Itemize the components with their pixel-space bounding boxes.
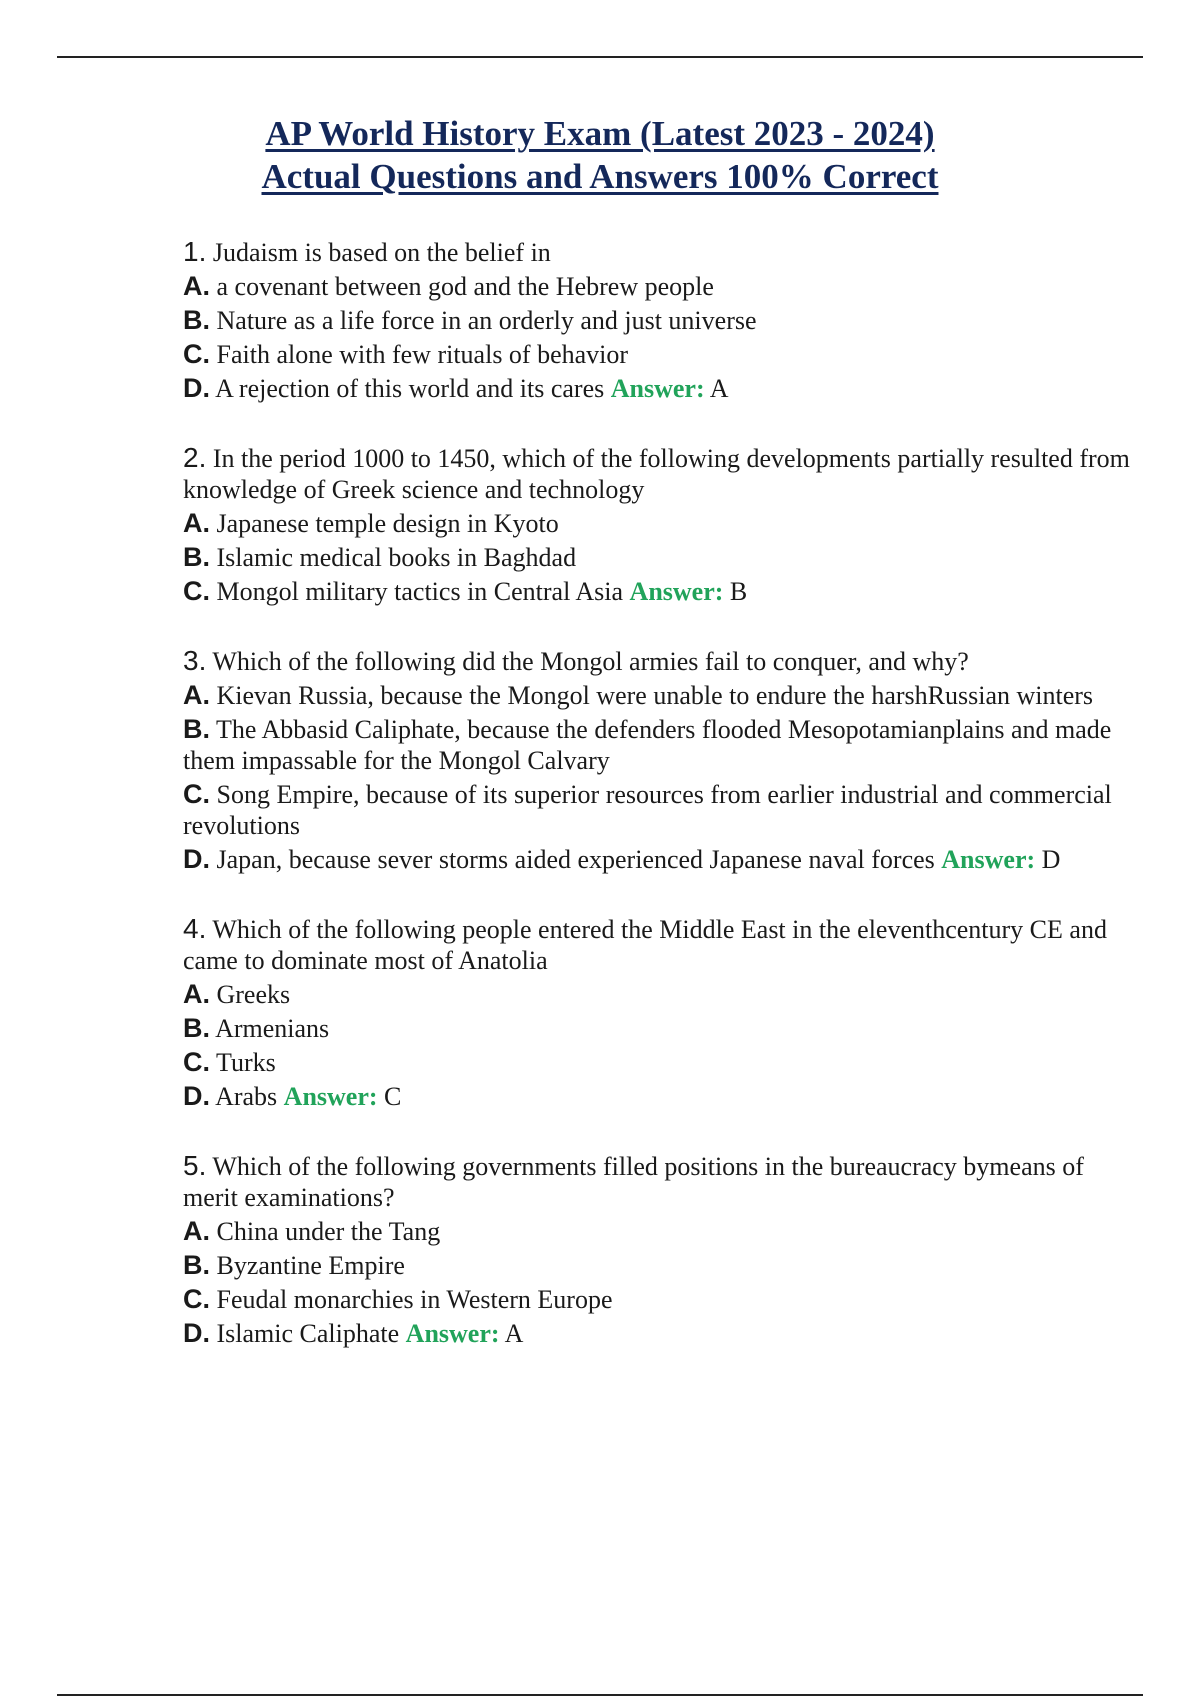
option	[183, 979, 1143, 1010]
option-text: Armenians	[215, 1014, 330, 1043]
question-text: In the period 1000 to 1450, which of the following developments partially resulted from knowledge of Greek science and technology	[183, 444, 1130, 504]
question-4	[183, 913, 1143, 1112]
option-text: Arabs	[215, 1082, 278, 1111]
question-number: 4.	[183, 913, 207, 944]
question-text: Judaism is based on the belief in	[212, 238, 551, 267]
question-stem	[183, 645, 1143, 677]
option-letter: A.	[183, 680, 210, 710]
question-text: Which of the following people entered the Middle East in the eleventhcentury CE and came to dominate most of Anatolia	[183, 915, 1107, 975]
option-letter: C.	[183, 779, 210, 809]
title-line-1: AP World History Exam (Latest 2023 - 2024)	[265, 114, 935, 153]
option	[183, 508, 1143, 539]
option-text: Nature as a life force in an orderly and just universe	[216, 306, 757, 335]
option-text: Turks	[216, 1048, 276, 1077]
question-text: Which of the following did the Mongol armies fail to conquer, and why?	[212, 647, 969, 676]
option-letter: D.	[183, 373, 210, 403]
option	[183, 1250, 1143, 1281]
answer-value: D	[1041, 845, 1061, 874]
option-text: Feudal monarchies in Western Europe	[216, 1285, 613, 1314]
option-letter: A.	[183, 979, 210, 1009]
option	[183, 1216, 1143, 1247]
option-letter: C.	[183, 1047, 210, 1077]
question-stem	[183, 236, 1143, 268]
answer-value: A	[709, 374, 729, 403]
option	[183, 576, 1143, 607]
answer-label: Answer:	[941, 845, 1036, 874]
answer-label: Answer:	[610, 374, 705, 403]
option	[183, 1047, 1143, 1078]
option-letter: B.	[183, 1013, 210, 1043]
question-3	[183, 645, 1143, 875]
option	[183, 680, 1143, 711]
option-text: Byzantine Empire	[216, 1251, 405, 1280]
question-number: 3.	[183, 645, 207, 676]
option-text: The Abbasid Caliphate, because the defenders flooded Mesopotamianplains and made them impassable for the Mongol Calvary	[183, 715, 1112, 775]
option	[183, 1013, 1143, 1044]
option-text: Japan, because sever storms aided experienced Japanese naval forces	[216, 845, 935, 874]
option-letter: A.	[183, 271, 210, 301]
answer-value: A	[504, 1319, 524, 1348]
option-text: China under the Tang	[216, 1217, 441, 1246]
option	[183, 1284, 1143, 1315]
option	[183, 1318, 1143, 1349]
option-letter: A.	[183, 1216, 210, 1246]
option-text: Song Empire, because of its superior resources from earlier industrial and commercial revolutions	[183, 780, 1112, 840]
option	[183, 373, 1143, 404]
question-5	[183, 1150, 1143, 1349]
option-text: Islamic Caliphate	[216, 1319, 400, 1348]
option-text: Japanese temple design in Kyoto	[216, 509, 559, 538]
answer-value: B	[729, 577, 748, 606]
option	[183, 542, 1143, 573]
option-text: Kievan Russia, because the Mongol were unable to endure the harshRussian winters	[216, 681, 1094, 710]
option-text: A rejection of this world and its cares	[215, 374, 605, 403]
option	[183, 714, 1143, 776]
option	[183, 1081, 1143, 1112]
answer-label: Answer:	[629, 577, 724, 606]
top-rule	[57, 56, 1143, 58]
option-letter: D.	[183, 844, 210, 874]
option	[183, 339, 1143, 370]
option-text: a covenant between god and the Hebrew people	[216, 272, 714, 301]
option-letter: B.	[183, 305, 210, 335]
question-stem	[183, 913, 1143, 976]
option-letter: D.	[183, 1318, 210, 1348]
option-letter: B.	[183, 542, 210, 572]
option-letter: B.	[183, 714, 210, 744]
option-letter: C.	[183, 576, 210, 606]
option-text: Greeks	[216, 980, 291, 1009]
option-text: Mongol military tactics in Central Asia	[216, 577, 624, 606]
question-number: 5.	[183, 1150, 207, 1181]
document-title	[0, 112, 1200, 198]
answer-label: Answer:	[283, 1082, 378, 1111]
answer-value: C	[384, 1082, 402, 1111]
option	[183, 779, 1143, 841]
question-number: 1.	[183, 236, 207, 267]
option-letter: C.	[183, 1284, 210, 1314]
option	[183, 305, 1143, 336]
option-text: Islamic medical books in Baghdad	[216, 543, 577, 572]
option-letter: D.	[183, 1081, 210, 1111]
option-text: Faith alone with few rituals of behavior	[216, 340, 629, 369]
question-text: Which of the following governments filled positions in the bureaucracy bymeans of merit examinations?	[183, 1152, 1084, 1212]
bottom-rule	[57, 1694, 1143, 1696]
question-number: 2.	[183, 442, 207, 473]
question-1	[183, 236, 1143, 404]
title-line-2: Actual Questions and Answers 100% Correct	[261, 157, 939, 196]
option-letter: A.	[183, 508, 210, 538]
question-list	[183, 233, 1143, 1387]
option-letter: B.	[183, 1250, 210, 1280]
question-stem	[183, 1150, 1143, 1213]
option	[183, 844, 1143, 875]
option	[183, 271, 1143, 302]
question-2	[183, 442, 1143, 607]
question-stem	[183, 442, 1143, 505]
answer-label: Answer:	[405, 1319, 500, 1348]
option-letter: C.	[183, 339, 210, 369]
